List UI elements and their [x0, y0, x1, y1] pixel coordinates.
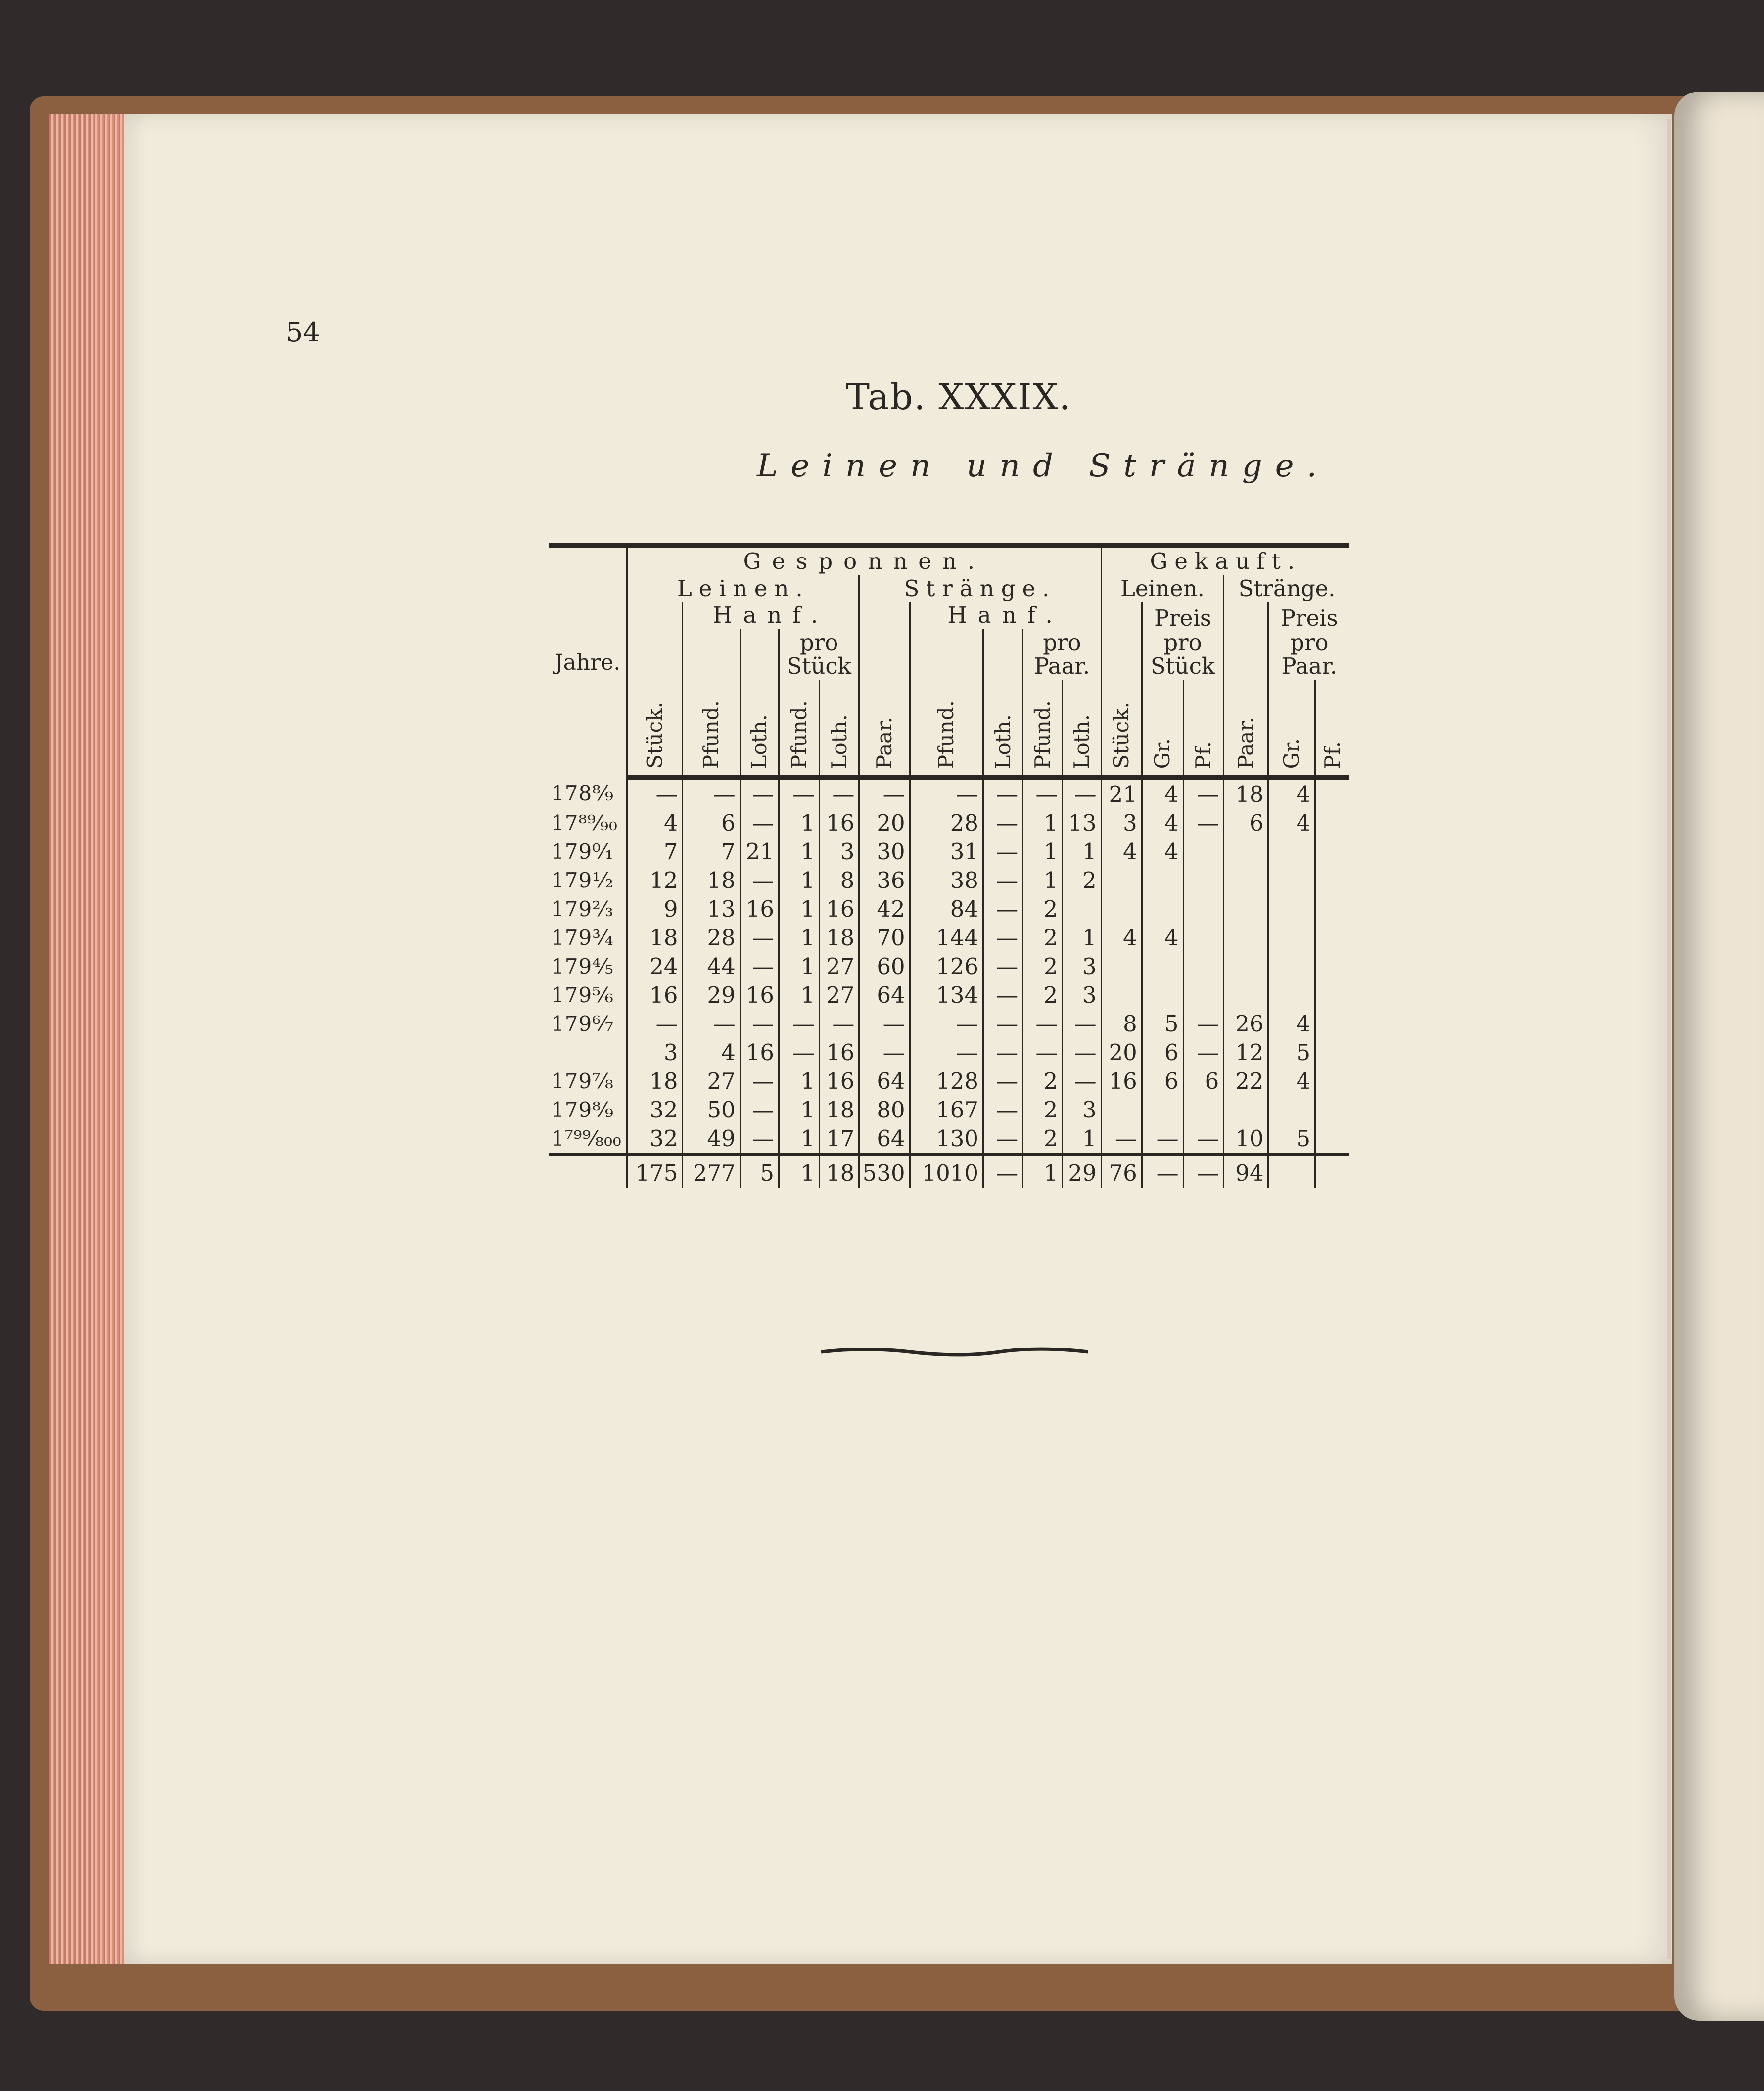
- table-cell: 60: [859, 952, 910, 981]
- facing-page: [1674, 92, 1764, 2021]
- table-cell: 1010: [910, 1154, 983, 1188]
- table-cell: [1224, 981, 1268, 1010]
- table-cell: —: [1063, 1067, 1101, 1096]
- table-cell: —: [740, 1124, 779, 1155]
- table-cell: 2: [1023, 1096, 1063, 1124]
- table-cell: 16: [820, 1067, 859, 1096]
- table-cell: 6: [1183, 1067, 1224, 1096]
- table-cell: 10: [1224, 1124, 1268, 1155]
- table-cell: —: [740, 1096, 779, 1124]
- table-cell: —: [1142, 1124, 1183, 1155]
- table-cell: [1183, 924, 1224, 952]
- table-cell: 130: [910, 1124, 983, 1155]
- table-cell: [1268, 981, 1315, 1010]
- table-cell: [1101, 895, 1142, 924]
- table-cell: —: [1142, 1154, 1183, 1188]
- table-cell: —: [740, 866, 779, 895]
- table-cell: 2: [1023, 1067, 1063, 1096]
- col-header-jahre: Jahre.: [549, 546, 627, 778]
- table-cell: 8: [1101, 1010, 1142, 1038]
- table-cell: —: [820, 778, 859, 809]
- table-cell: 13: [683, 895, 740, 924]
- table-title: Tab. XXXIX.: [846, 376, 1071, 418]
- table-cell: 1: [779, 1124, 819, 1155]
- table-cell: 76: [1101, 1154, 1142, 1188]
- table-cell: 2: [1023, 924, 1063, 952]
- header-gekauft-straenge: Stränge.: [1224, 575, 1349, 603]
- table-cell: 1: [1023, 1154, 1063, 1188]
- table-cell: —: [983, 895, 1023, 924]
- table-cell: 16: [627, 981, 683, 1010]
- col-header-pfund: Pfund.: [787, 700, 811, 769]
- page-number: 54: [286, 317, 320, 348]
- totals-row: [549, 1154, 1349, 1188]
- table-cell: 16: [820, 1038, 859, 1067]
- table-cell: 9: [627, 895, 683, 924]
- table-cell: [1101, 952, 1142, 981]
- table-row: [549, 866, 1349, 895]
- table-cell: 64: [859, 1124, 910, 1155]
- table-cell: 144: [910, 924, 983, 952]
- table-cell: 167: [910, 1096, 983, 1124]
- col-header-paar: Paar.: [872, 717, 896, 769]
- table-cell: 16: [740, 981, 779, 1010]
- header-preis-pro-stueck: Preis pro Stück: [1142, 602, 1223, 680]
- table-cell: —: [1183, 809, 1224, 837]
- table-cell: 1: [779, 809, 819, 837]
- table-cell: 1: [1063, 837, 1101, 866]
- table-cell: [1268, 837, 1315, 866]
- table-cell: —: [779, 778, 819, 809]
- table-cell: 8: [820, 866, 859, 895]
- table-cell: [1315, 924, 1349, 952]
- table-cell: 13: [1063, 809, 1101, 837]
- table-cell: [1315, 1154, 1349, 1188]
- table-cell: 4: [1101, 837, 1142, 866]
- table-cell: 175: [627, 1154, 683, 1188]
- table-cell: [1224, 895, 1268, 924]
- table-cell: [1224, 924, 1268, 952]
- table-cell: 1: [779, 952, 819, 981]
- table-cell: 32: [627, 1124, 683, 1155]
- table-cell: [1315, 1038, 1349, 1067]
- table-cell: 18: [820, 924, 859, 952]
- table-cell: 7: [683, 837, 740, 866]
- table-cell: —: [1183, 1010, 1224, 1038]
- table-cell: —: [983, 1038, 1023, 1067]
- table-cell: 4: [1142, 837, 1183, 866]
- table-cell: 1: [779, 866, 819, 895]
- table-cell: [1315, 981, 1349, 1010]
- table-cell: 70: [859, 924, 910, 952]
- header-gekauft: Gekauft.: [1101, 546, 1349, 575]
- table-cell: —: [740, 1010, 779, 1038]
- col-header-loth: Loth.: [1069, 714, 1094, 769]
- year-cell: [549, 1154, 627, 1188]
- table-cell: 277: [683, 1154, 740, 1188]
- table-cell: [1268, 924, 1315, 952]
- year-cell: 179⁴⁄₅: [551, 954, 614, 979]
- table-cell: 6: [683, 809, 740, 837]
- table-cell: —: [983, 809, 1023, 837]
- table-cell: 31: [910, 837, 983, 866]
- table-cell: 5: [1268, 1038, 1315, 1067]
- table-cell: —: [1101, 1124, 1142, 1155]
- table-row: [549, 837, 1349, 866]
- table-cell: —: [983, 1010, 1023, 1038]
- table-cell: 28: [910, 809, 983, 837]
- table-cell: 3: [1063, 981, 1101, 1010]
- year-cell: 179⁶⁄₇: [551, 1012, 614, 1036]
- table-cell: 1: [1023, 837, 1063, 866]
- table-cell: 49: [683, 1124, 740, 1155]
- table-cell: —: [983, 1154, 1023, 1188]
- year-cell: 179²⁄₃: [551, 897, 614, 922]
- table-cell: 27: [683, 1067, 740, 1096]
- table-cell: —: [1063, 778, 1101, 809]
- table-cell: 4: [1268, 778, 1315, 809]
- table-cell: 2: [1063, 866, 1101, 895]
- table-cell: —: [779, 1038, 819, 1067]
- table-cell: 1: [1063, 1124, 1101, 1155]
- table-cell: 4: [1268, 809, 1315, 837]
- table-cell: 64: [859, 1067, 910, 1096]
- year-cell: 178⁸⁄₉: [551, 781, 614, 805]
- table-cell: —: [1183, 1038, 1224, 1067]
- col-header-stueck: Stück.: [1109, 702, 1134, 769]
- table-cell: 28: [683, 924, 740, 952]
- table-cell: 36: [859, 866, 910, 895]
- table-cell: 22: [1224, 1067, 1268, 1096]
- table-cell: —: [983, 924, 1023, 952]
- table-cell: 1: [1063, 924, 1101, 952]
- table-cell: 42: [859, 895, 910, 924]
- header-pro-paar: pro Paar.: [1023, 629, 1101, 680]
- header-preis-pro-paar: Preis pro Paar.: [1268, 602, 1349, 680]
- table-cell: —: [1183, 778, 1224, 809]
- table-cell: 12: [1224, 1038, 1268, 1067]
- table-cell: 1: [779, 1096, 819, 1124]
- table-cell: [1183, 952, 1224, 981]
- header-hanf-leinen: Hanf.: [683, 602, 859, 629]
- table-cell: [1183, 837, 1224, 866]
- year-cell: 179⁷⁄₈: [551, 1069, 614, 1094]
- table-cell: 3: [1063, 1096, 1101, 1124]
- table-cell: 29: [1063, 1154, 1101, 1188]
- table-cell: 64: [859, 981, 910, 1010]
- table-row: [549, 778, 1349, 809]
- year-cell: 17⁸⁹⁄₉₀: [551, 811, 618, 836]
- table-row: [549, 1096, 1349, 1124]
- table-cell: —: [1023, 778, 1063, 809]
- table-cell: —: [859, 778, 910, 809]
- table-cell: —: [740, 1067, 779, 1096]
- year-cell: 179³⁄₄: [551, 926, 614, 950]
- table-cell: [1268, 1154, 1315, 1188]
- table-row: [549, 981, 1349, 1010]
- col-header-gr: Gr.: [1150, 738, 1175, 769]
- table-cell: 2: [1023, 981, 1063, 1010]
- year-cell: [549, 1038, 627, 1067]
- year-cell: 179⁸⁄₉: [551, 1098, 614, 1122]
- table-cell: [1315, 895, 1349, 924]
- table-cell: 26: [1224, 1010, 1268, 1038]
- table-cell: —: [740, 952, 779, 981]
- table-cell: 27: [820, 952, 859, 981]
- table-cell: 24: [627, 952, 683, 981]
- table-cell: 1: [779, 924, 819, 952]
- table-cell: 2: [1023, 1124, 1063, 1155]
- table-cell: [1101, 866, 1142, 895]
- table-cell: [1101, 1096, 1142, 1124]
- table-cell: 530: [859, 1154, 910, 1188]
- table-cell: [1142, 952, 1183, 981]
- table-cell: 32: [627, 1096, 683, 1124]
- table-cell: 16: [740, 895, 779, 924]
- table-cell: —: [983, 1096, 1023, 1124]
- table-cell: 50: [683, 1096, 740, 1124]
- table-cell: —: [1063, 1010, 1101, 1038]
- table-cell: 16: [1101, 1067, 1142, 1096]
- table-cell: —: [859, 1038, 910, 1067]
- table-cell: 4: [1101, 924, 1142, 952]
- table-cell: [1315, 1096, 1349, 1124]
- table-cell: [1142, 895, 1183, 924]
- linen-table: [549, 543, 1349, 1188]
- table-cell: 18: [627, 924, 683, 952]
- table-subtitle: Leinen und Stränge.: [757, 448, 1330, 484]
- table-cell: 20: [859, 809, 910, 837]
- table-row: [549, 1124, 1349, 1155]
- header-pro-stueck: pro Stück: [779, 629, 859, 680]
- table-cell: [1183, 866, 1224, 895]
- col-header-stueck: Stück.: [643, 702, 667, 769]
- table-cell: 3: [820, 837, 859, 866]
- table-cell: [1268, 1096, 1315, 1124]
- table-cell: 3: [1101, 809, 1142, 837]
- gutter: [1667, 119, 1671, 1959]
- table-cell: 18: [1224, 778, 1268, 809]
- table-cell: 16: [740, 1038, 779, 1067]
- table-cell: —: [859, 1010, 910, 1038]
- table-cell: 17: [820, 1124, 859, 1155]
- table-cell: 21: [1101, 778, 1142, 809]
- table-cell: —: [627, 1010, 683, 1038]
- table-cell: —: [683, 778, 740, 809]
- table-cell: [1315, 837, 1349, 866]
- table-cell: 4: [1142, 778, 1183, 809]
- col-header-pfund: Pfund.: [699, 700, 724, 769]
- table-cell: 21: [740, 837, 779, 866]
- table-cell: 126: [910, 952, 983, 981]
- table-cell: 2: [1023, 952, 1063, 981]
- table-cell: —: [740, 924, 779, 952]
- year-cell: 179⁵⁄₆: [551, 983, 614, 1008]
- table-cell: [1268, 866, 1315, 895]
- table-cell: 38: [910, 866, 983, 895]
- ornament-rule-icon: [821, 1345, 1088, 1359]
- table-cell: —: [983, 952, 1023, 981]
- table-cell: [1142, 1096, 1183, 1124]
- table-cell: [1268, 895, 1315, 924]
- header-gekauft-leinen: Leinen.: [1101, 575, 1224, 603]
- table-cell: 30: [859, 837, 910, 866]
- table-cell: —: [683, 1010, 740, 1038]
- table-cell: [1315, 778, 1349, 809]
- table-cell: —: [1183, 1154, 1224, 1188]
- year-cell: 1⁷⁹⁹⁄₈₀₀: [551, 1126, 622, 1151]
- table-cell: 134: [910, 981, 983, 1010]
- table-cell: —: [1023, 1010, 1063, 1038]
- col-header-pf: Pf.: [1320, 741, 1345, 769]
- table-cell: 128: [910, 1067, 983, 1096]
- table-cell: [1268, 952, 1315, 981]
- col-header-gr: Gr.: [1279, 738, 1304, 769]
- table-cell: 4: [1268, 1067, 1315, 1096]
- table-cell: 5: [1142, 1010, 1183, 1038]
- table-cell: —: [1063, 1038, 1101, 1067]
- col-header-pfund: Pfund.: [934, 700, 959, 769]
- table-row: [549, 895, 1349, 924]
- table-body: [549, 778, 1349, 1188]
- table-cell: [1142, 866, 1183, 895]
- table-cell: —: [1023, 1038, 1063, 1067]
- table-cell: —: [779, 1010, 819, 1038]
- table-cell: —: [983, 778, 1023, 809]
- table-cell: [1183, 895, 1224, 924]
- table-cell: [1183, 981, 1224, 1010]
- table-cell: —: [910, 1038, 983, 1067]
- table-cell: —: [983, 866, 1023, 895]
- table-cell: [1063, 895, 1101, 924]
- table-cell: [1224, 866, 1268, 895]
- header-gesponnen: Gesponnen.: [627, 546, 1101, 575]
- table-cell: 20: [1101, 1038, 1142, 1067]
- table-cell: [1315, 809, 1349, 837]
- table-cell: 1: [779, 981, 819, 1010]
- table-cell: —: [910, 778, 983, 809]
- table-cell: 7: [627, 837, 683, 866]
- table-cell: 29: [683, 981, 740, 1010]
- table-cell: —: [983, 837, 1023, 866]
- col-header-loth: Loth.: [747, 714, 772, 769]
- table-row: [549, 809, 1349, 837]
- table-cell: [1315, 866, 1349, 895]
- table-cell: 3: [627, 1038, 683, 1067]
- table-cell: 1: [779, 895, 819, 924]
- table-row: [549, 952, 1349, 981]
- table-cell: [1224, 952, 1268, 981]
- table-cell: 18: [683, 866, 740, 895]
- header-hanf-straenge: Hanf.: [910, 602, 1101, 629]
- table-cell: [1224, 837, 1268, 866]
- table-row: [549, 1038, 1349, 1067]
- table-cell: [1183, 1096, 1224, 1124]
- table-cell: 5: [740, 1154, 779, 1188]
- table-cell: 4: [1142, 809, 1183, 837]
- table-cell: [1315, 1010, 1349, 1038]
- table-cell: 1: [779, 837, 819, 866]
- table-cell: —: [983, 981, 1023, 1010]
- table-cell: 1: [779, 1067, 819, 1096]
- table-cell: [1224, 1096, 1268, 1124]
- table-cell: 27: [820, 981, 859, 1010]
- table-cell: 1: [1023, 809, 1063, 837]
- table-cell: [1315, 952, 1349, 981]
- table-cell: —: [740, 778, 779, 809]
- header-straenge: Stränge.: [859, 575, 1101, 603]
- table-cell: —: [910, 1010, 983, 1038]
- table-cell: —: [983, 1124, 1023, 1155]
- table-cell: 18: [627, 1067, 683, 1096]
- table-cell: 12: [627, 866, 683, 895]
- table-cell: 4: [627, 809, 683, 837]
- table-cell: —: [627, 778, 683, 809]
- table-cell: 6: [1224, 809, 1268, 837]
- col-header-pf: Pf.: [1191, 741, 1215, 769]
- table-cell: 16: [820, 809, 859, 837]
- table-cell: 6: [1142, 1067, 1183, 1096]
- header-leinen: Leinen.: [627, 575, 859, 603]
- table-cell: 4: [1142, 924, 1183, 952]
- table-cell: 44: [683, 952, 740, 981]
- table-cell: —: [820, 1010, 859, 1038]
- year-cell: 179⁰⁄₁: [551, 839, 614, 864]
- col-header-loth: Loth.: [827, 714, 851, 769]
- table-cell: [1101, 981, 1142, 1010]
- table-row: [549, 1010, 1349, 1038]
- page-edges: [49, 114, 129, 1964]
- table-cell: 80: [859, 1096, 910, 1124]
- table-cell: —: [983, 1067, 1023, 1096]
- table-cell: 1: [1023, 866, 1063, 895]
- table-cell: 16: [820, 895, 859, 924]
- table-row: [549, 924, 1349, 952]
- col-header-pfund: Pfund.: [1030, 700, 1055, 769]
- table-cell: [1315, 1124, 1349, 1155]
- table-cell: 6: [1142, 1038, 1183, 1067]
- col-header-loth: Loth.: [990, 714, 1015, 769]
- table-cell: [1142, 981, 1183, 1010]
- table-cell: 94: [1224, 1154, 1268, 1188]
- table-cell: 18: [820, 1096, 859, 1124]
- table-cell: 84: [910, 895, 983, 924]
- table-cell: —: [740, 809, 779, 837]
- table-cell: 1: [779, 1154, 819, 1188]
- table-cell: 4: [683, 1038, 740, 1067]
- table-cell: 4: [1268, 1010, 1315, 1038]
- table-row: [549, 1067, 1349, 1096]
- year-cell: 179¹⁄₂: [551, 868, 614, 893]
- table-cell: 3: [1063, 952, 1101, 981]
- col-header-paar: Paar.: [1233, 717, 1258, 769]
- table-cell: 18: [820, 1154, 859, 1188]
- table-cell: [1315, 1067, 1349, 1096]
- table-cell: —: [1183, 1124, 1224, 1155]
- table-cell: 5: [1268, 1124, 1315, 1155]
- table-cell: 2: [1023, 895, 1063, 924]
